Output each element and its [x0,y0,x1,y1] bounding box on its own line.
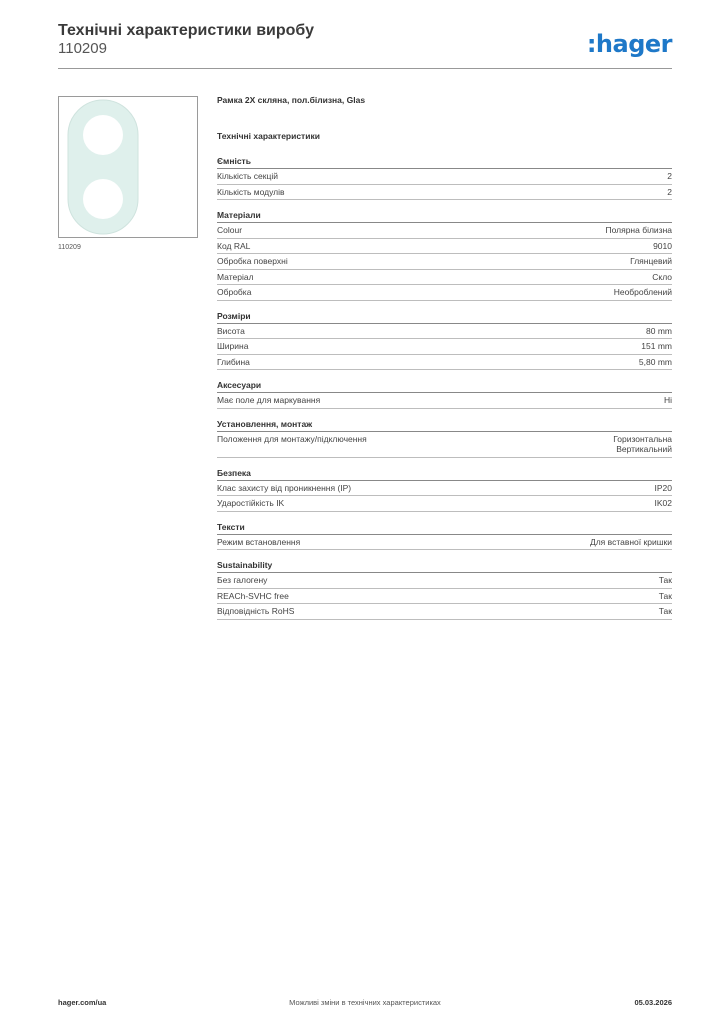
spec-value [659,606,672,617]
spec-section [217,467,672,512]
header-divider [58,68,672,69]
spec-value-line: Так [658,606,672,616]
spec-row [217,496,672,512]
spec-value-line: 80 mm [646,325,672,336]
spec-value-line: 2 [667,171,672,181]
spec-value-line: IP20 [654,482,672,493]
spec-row [217,169,672,185]
spec-label: Клас захисту від проникнення (IP) [217,482,352,493]
footer-website[interactable]: hager.com/ua [58,998,107,1007]
spec-value-line: 9010 [653,240,672,251]
product-code: 110209 [58,40,107,57]
spec-value-line: Так [658,590,672,601]
spec-heading: Технічні характеристики [217,131,320,141]
spec-section [217,155,672,200]
section-title: Ємність [217,155,672,169]
section-title: Розміри [217,310,672,324]
section-title: Безпека [217,467,672,481]
spec-value [630,256,672,267]
footer-notice: Можливі зміни в технічних характеристиках [289,998,441,1007]
spec-row [217,432,672,458]
section-title: Аксесуари [217,379,672,393]
spec-label: Обробка поверхні [217,256,288,266]
footer-date: 05.03.2026 [634,998,672,1007]
spec-row [217,324,672,340]
spec-value [659,575,672,586]
spec-value [667,187,672,198]
spec-label: Положення для монтажу/підключення [217,433,367,444]
spec-label: Обробка [217,287,252,297]
spec-value [653,241,672,252]
spec-section [217,521,672,551]
document-title: Технічні характеристики виробу [58,22,314,39]
spec-sections [217,155,672,620]
spec-row [217,185,672,201]
spec-row [217,355,672,371]
spec-row [217,535,672,551]
spec-row [217,285,672,301]
spec-value-line: 151 mm [641,341,672,351]
spec-label: Ударостійкість IK [217,498,285,508]
spec-label: Має поле для маркування [217,395,321,405]
spec-row [217,573,672,589]
spec-value-line: Полярна білизна [605,225,672,235]
spec-row [217,604,672,620]
spec-row [217,393,672,409]
spec-label: Матеріал [217,271,254,282]
spec-label: Colour [217,225,243,235]
glass-frame-image [59,97,197,237]
spec-value [659,591,672,602]
spec-label: Кількість модулів [217,186,285,197]
spec-label: Режим встановлення [217,536,301,547]
spec-value-line: Так [658,575,672,585]
spec-label: Відповідність RoHS [217,606,295,616]
hager-logo: :hager [586,30,672,58]
spec-label: Код RAL [217,240,251,251]
spec-value-line: Необроблений [613,287,672,297]
spec-section [217,559,672,620]
spec-label: Висота [217,325,245,336]
spec-label: Глибина [217,356,250,367]
spec-value [652,272,672,283]
product-name: Рамка 2Х скляна, пол.білизна, Glas [217,95,366,105]
spec-value [664,395,672,406]
spec-section [217,379,672,409]
section-title: Тексти [217,521,672,535]
spec-section [217,310,672,371]
spec-content [217,95,672,629]
spec-value-line: Скло [652,271,672,282]
spec-value-line: Вертикальний [616,444,672,454]
image-caption: 110209 [58,244,81,251]
spec-value-line: Для вставної кришки [589,536,672,547]
spec-value [590,537,672,548]
spec-row [217,481,672,497]
spec-value [655,483,673,494]
spec-section [217,418,672,458]
spec-value [614,287,672,298]
spec-row [217,254,672,270]
spec-section [217,209,672,301]
spec-value [667,171,672,182]
spec-label: Ширина [217,341,249,351]
spec-value-line: Горизонтальна [613,433,672,444]
spec-value [613,434,672,455]
spec-label: Без галогену [217,575,268,585]
spec-value [639,357,672,368]
spec-label: REACh-SVHC free [217,590,289,601]
spec-row [217,339,672,355]
product-image [58,96,198,238]
spec-row [217,223,672,239]
spec-value [605,225,672,236]
spec-value [646,326,672,337]
spec-row [217,589,672,605]
spec-value [641,341,672,352]
spec-row [217,270,672,286]
spec-value-line: 5,80 mm [638,356,672,367]
spec-value [655,498,673,509]
spec-value-line: 2 [667,186,672,197]
spec-value-line: Глянцевий [630,256,672,266]
document-header [58,22,314,58]
section-title: Установлення, монтаж [217,418,672,432]
spec-value-line: IK02 [654,498,672,508]
spec-row [217,239,672,255]
section-title: Sustainability [217,559,672,573]
section-title: Матеріали [217,209,672,223]
spec-value-line: Ні [663,395,672,405]
spec-label: Кількість секцій [217,171,278,181]
